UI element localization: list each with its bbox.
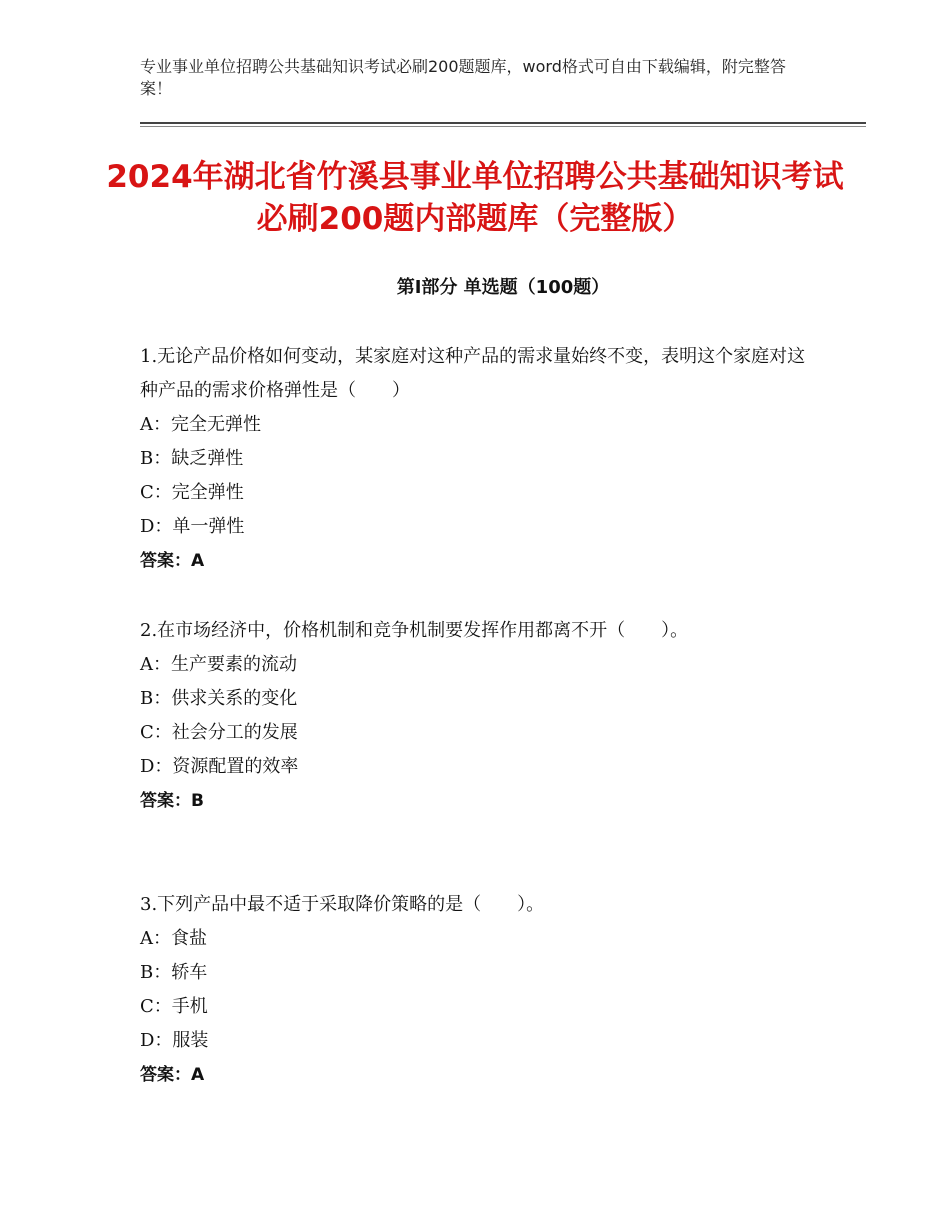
question-3 [140,888,810,1092]
option-a: A：生产要素的流动 [140,654,297,675]
header-divider-thick [140,122,866,124]
option-d: D：服装 [140,1030,209,1051]
option-d: D：单一弹性 [140,516,245,537]
option-b: B：供求关系的变化 [140,688,298,709]
answer-label: 答案：B [140,791,204,811]
option-c: C：社会分工的发展 [140,722,298,743]
option-a: A：完全无弹性 [140,414,261,435]
answer-label: 答案：A [140,1065,205,1085]
document-title: 2024年湖北省竹溪县事业单位招聘公共基础知识考试必刷200题内部题库（完整版） [106,159,844,237]
section-heading: 第Ⅰ部分 单选题（100题） [396,277,610,298]
option-a: A：食盐 [140,928,207,949]
header-divider-thin [140,126,866,127]
question-stem: 1.无论产品价格如何变动，某家庭对这种产品的需求量始终不变，表明这个家庭对这种产品的需求价格弹性是（ ） [140,346,806,401]
question-1 [140,340,810,578]
question-2 [140,614,810,818]
option-c: C：手机 [140,996,208,1017]
option-b: B：缺乏弹性 [140,448,244,469]
option-d: D：资源配置的效率 [140,756,299,777]
question-stem: 2.在市场经济中，价格机制和竞争机制要发挥作用都离不开（ ）。 [140,620,689,641]
option-c: C：完全弹性 [140,482,244,503]
answer-label: 答案：A [140,551,205,571]
header-note: 专业事业单位招聘公共基础知识考试必刷200题题库，word格式可自由下载编辑，附完整答案！ [140,57,786,98]
option-b: B：轿车 [140,962,208,983]
question-stem: 3.下列产品中最不适于采取降价策略的是（ ）。 [140,894,545,915]
